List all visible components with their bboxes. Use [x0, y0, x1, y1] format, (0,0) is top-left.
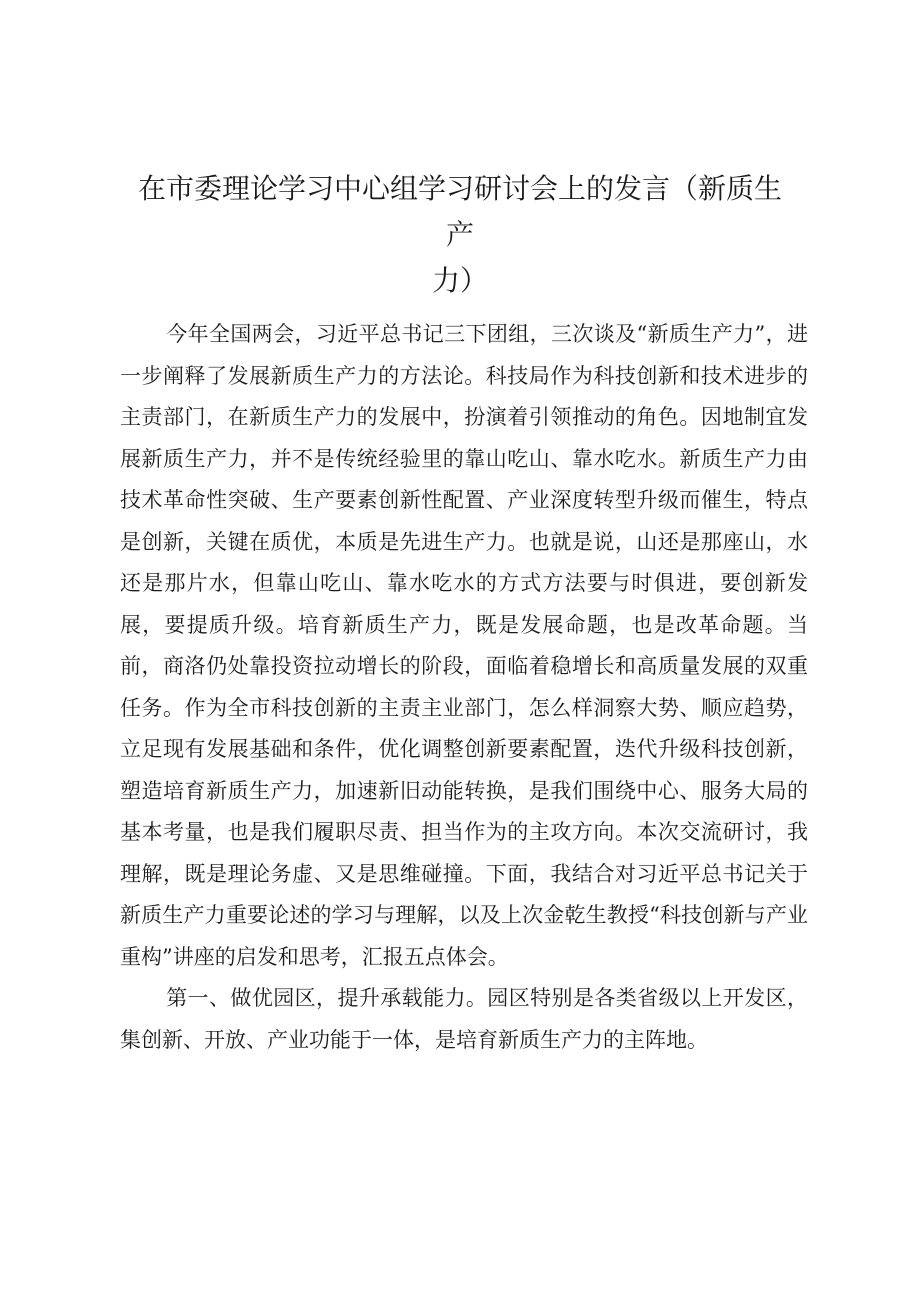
- paragraph-intro: 今年全国两会，习近平总书记三下团组，三次谈及“新质生产力”，进一步阐释了发展新质生产力的方法论。科技局作为科技创新和技术进步的主责部门，在新质生产力的发展中，扮演着引领推动的角色。因地制宜发展新质生产力，并不是传统经验里的靠山吃山、靠水吃水。新质生产力由技术革命性突破、生产要素创新性配置、产业深度转型升级而催生，特点是创新，关键在质优，本质是先进生产力。也就是说，山还是那座山，水还是那片水，但靠山吃山、靠水吃水的方式方法要与时俱进，要创新发展，要提质升级。培育新质生产力，既是发展命题，也是改革命题。当前，商洛仍处靠投资拉动增长的阶段，面临着稳增长和高质量发展的双重任务。作为全市科技创新的主责主业部门，怎么样洞察大势、顺应趋势，立足现有发展基础和条件，优化调整创新要素配置，迭代升级科技创新，塑造培育新质生产力，加速新旧动能转换，是我们围绕中心、服务大局的基本考量，也是我们履职尽责、担当作为的主攻方向。本次交流研讨，我理解，既是理论务虚、又是思维碰撞。下面，我结合对习近平总书记关于新质生产力重要论述的学习与理解，以及上次金乾生教授“科技创新与产业重构”讲座的启发和思考，汇报五点体会。: [120, 322, 808, 969]
- title-line-1: 在市委理论学习中心组学习研讨会上的发言（新质生产: [137, 172, 782, 251]
- title-line-2: 力）: [431, 264, 488, 297]
- paragraph-first-point: 第一、做优园区，提升承载能力。园区特别是各类省级以上开发区，集创新、开放、产业功能于一体，是培育新质生产力的主阵地。: [120, 986, 808, 1052]
- document-title: [130, 166, 790, 304]
- document-body: [120, 314, 808, 1061]
